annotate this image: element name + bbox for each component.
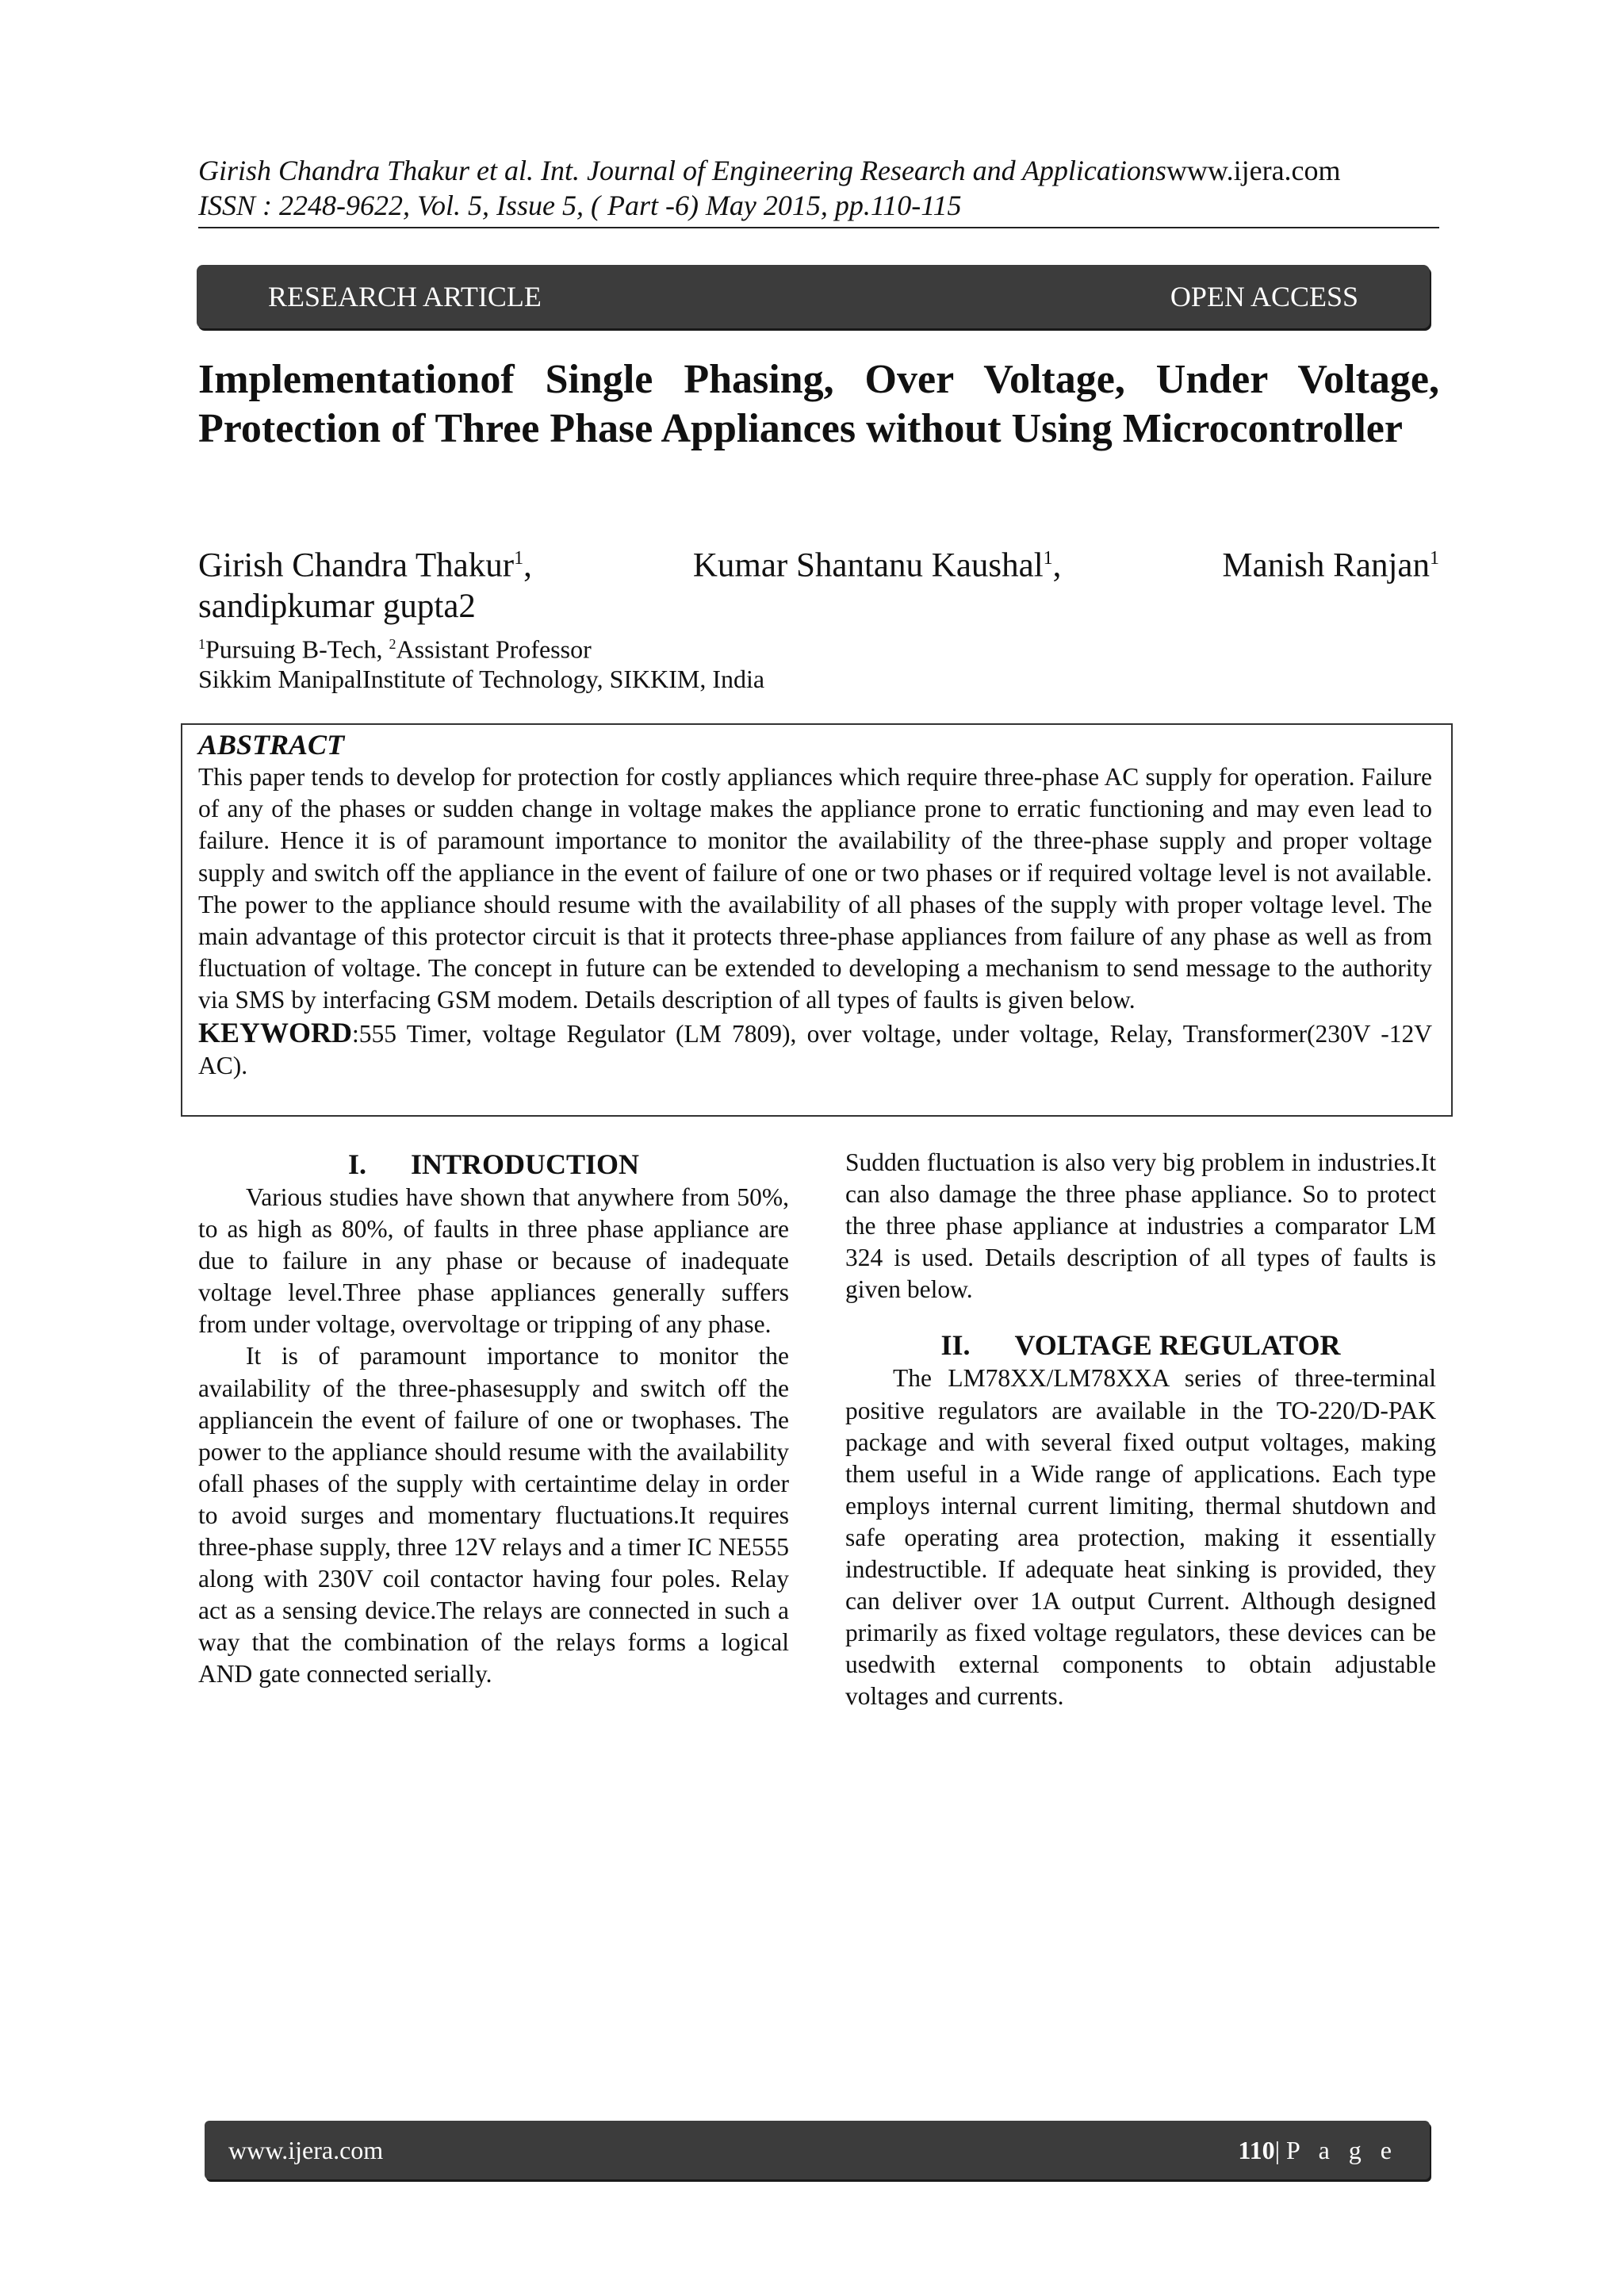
journal-issue: ISSN : 2248-9622, Vol. 5, Issue 5, ( Part -6) May 2015, pp.110-115	[198, 190, 962, 221]
author-name: sandipkumar gupta2	[198, 588, 476, 626]
introduction-paragraph: It is of paramount importance to monitor the availability of the three-phasesupply and switch off the appliancein the event of failure of one or twophases. The power to the appliance should resume with the availability ofall phases of the supply with certaintime delay in order to avoid surges and momentary fluctuations.It requires three-phase supply, three 12V relays and a timer IC NE555 along with 230V coil contactor having four poles. Relay act as a sensing device.The relays are connected in such a way that the combination of the relays forms a logical AND gate connected serially.	[198, 1342, 789, 1688]
paper-title: Implementationof Single Phasing, Over Voltage, Under Voltage, Protection of Three Phase Appliances without Using Microcontroller	[198, 357, 1439, 451]
open-access-label: OPEN ACCESS	[1170, 281, 1358, 312]
left-column	[198, 1147, 789, 1691]
abstract-box	[181, 723, 1453, 1117]
running-header	[198, 153, 1435, 223]
keyword-list: :555 Timer, voltage Regulator (LM 7809), over voltage, under voltage, Relay, Transformer(230V -12V AC).	[198, 1019, 1432, 1079]
abstract-text: This paper tends to develop for protection for costly appliances which require three-phase AC supply for operation. Failure of any of the phases or sudden change in voltage makes the appliance prone to erratic functioning and may even lead to failure. Hence it is of paramount importance to monitor the availability of the three-phase supply and proper voltage supply and switch off the appliance in the event of failure of one or two phases or if required voltage level is not available. The power to the appliance should resume with the availability of all phases of the supply with proper voltage level. The main advantage of this protector circuit is that it protects three-phase appliances from failure of any phase as well as from fluctuation of voltage. The concept in future can be extended to developing a mechanism to send message to the authority via SMS by interfacing GSM modem. Details description of all types of faults is given below.	[198, 763, 1432, 1014]
abstract-heading: ABSTRACT	[198, 729, 345, 761]
footer-website[interactable]: www.ijera.com	[228, 2136, 384, 2164]
author-list	[198, 538, 1439, 627]
keyword-label: KEYWORD	[198, 1016, 353, 1048]
footer-page-number: 110|P a g e	[1238, 2136, 1398, 2164]
article-type-banner	[197, 265, 1430, 328]
author-name: Manish Ranjan$^1$	[1222, 546, 1439, 585]
journal-citation: Girish Chandra Thakur et al. Int. Journal of Engineering Research and Applications	[198, 155, 1166, 186]
section-heading-introduction: I. INTRODUCTION	[347, 1148, 640, 1180]
header-divider	[198, 227, 1439, 228]
author-affiliations: $^1$Pursuing B-Tech, $^2$Assistant Professor	[198, 634, 592, 664]
article-type-label: RESEARCH ARTICLE	[268, 281, 542, 312]
voltage-regulator-paragraph: The LM78XX/LM78XXA series of three-terminal positive regulators are available in the TO-220/D-PAK package and with several fixed output voltages, making them useful in a Wide range of applications. Each type employs internal current limiting, thermal shutdown and safe operating area protection, making it essentially indestructible. If adequate heat sinking is provided, they can deliver over 1A output Current. Although designed primarily as fixed voltage regulators, these devices can be usedwith external components to obtain adjustable voltages and currents.	[845, 1364, 1436, 1711]
keywords	[198, 1017, 1432, 1082]
author-name: Girish Chandra Thakur$^1$,	[198, 546, 532, 585]
author-name: Kumar Shantanu Kaushal$^1$,	[692, 546, 1062, 585]
page-footer	[205, 2121, 1430, 2179]
right-column	[845, 1147, 1436, 1713]
section-heading-voltage-regulator: II. VOLTAGE REGULATOR	[940, 1329, 1341, 1362]
journal-citation-line	[198, 153, 1435, 188]
journal-website[interactable]: www.ijera.com	[1166, 155, 1341, 186]
introduction-paragraph: Sudden fluctuation is also very big problem in industries.It can also damage the three phase appliance. So to protect the three phase appliance at industries a comparator LM 324 is used. Details description of all types of faults is given below.	[845, 1148, 1436, 1304]
author-institution: Sikkim ManipalInstitute of Technology, SIKKIM, India	[198, 665, 765, 693]
introduction-paragraph: Various studies have shown that anywhere from 50%, to as high as 80%, of faults in three phase appliance are due to failure in any phase or because of inadequate voltage level.Three phase appliances generally suffers from under voltage, overvoltage or tripping of any phase.	[198, 1183, 789, 1339]
